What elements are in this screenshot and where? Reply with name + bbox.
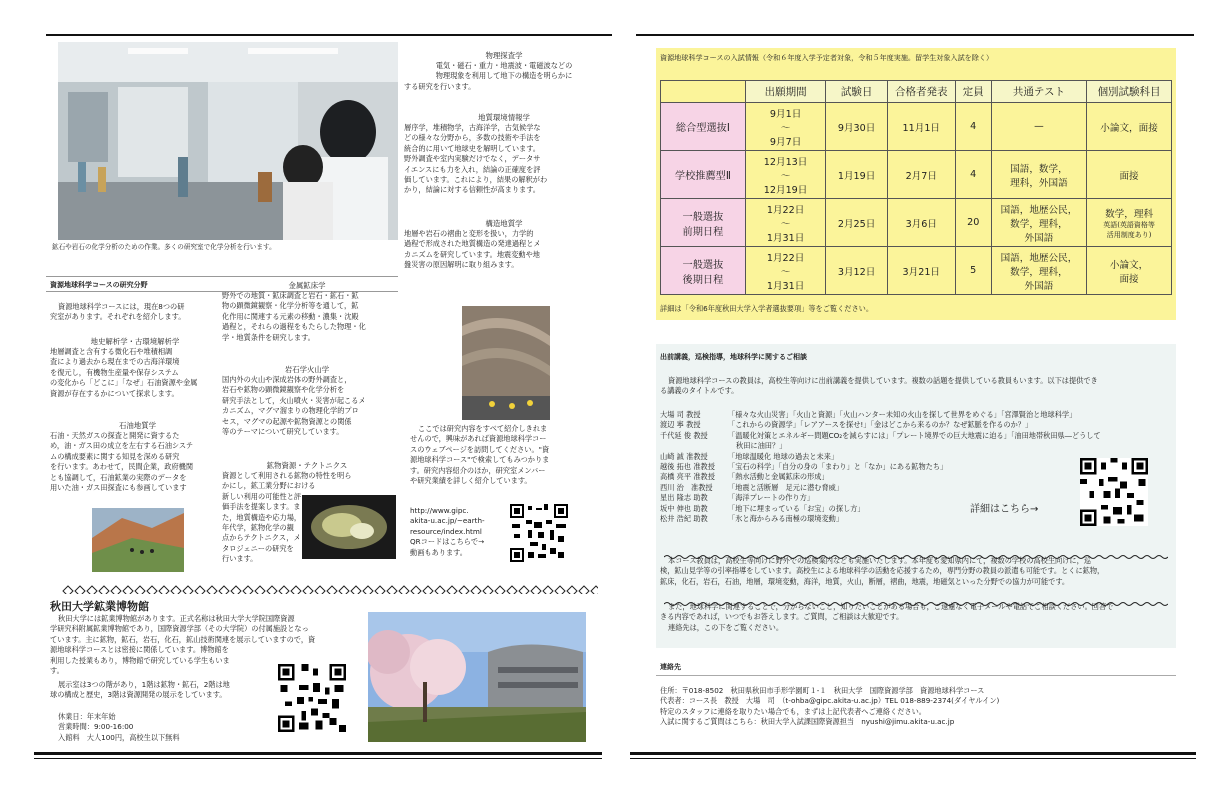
lectures-title: 出前講義，巡検指導，地球科学に関するご相談 [660, 353, 807, 361]
header-exam: 試験日 [826, 81, 887, 103]
left-bottom-rule-2 [34, 758, 602, 759]
row-exam: 3月12日 [826, 247, 887, 295]
paleo-title: 地史解析学・古環境解析学 [90, 337, 180, 346]
admission-table [660, 80, 1172, 295]
row-exam: 1月19日 [826, 151, 887, 199]
metal-block: 金属鉱床学 野外での地質・鉱床調査と岩石・鉱石・鉱 物の顕微鏡観察・化学分析等を通して，鉱 化作用に関連する元素の移動・濃集・沈殿 過程と，それらの過程をもたらした物理・化 学・地質条件を研究します。 [222, 280, 392, 343]
row-result: 2月7日 [887, 151, 955, 199]
lectures-intro: 資源地球科学コースの教員は，高校生等向けに出前講義を提供しています。複数の話題を提供している教員もいます。以下は提供でき る講義のタイトルです。 [660, 376, 1098, 396]
row-period: 12月13日 ～ 12月19日 [745, 151, 826, 199]
row-name: 学校推薦型Ⅱ [661, 151, 746, 199]
table-row [661, 103, 1172, 151]
contact-text: 住所：〒018-8502 秋田県秋田市手形学園町１-１ 秋田大学 国際資源学部 資源地球科学コース 代表者：コース長 教授 大場 司 （t-ohba@gipc.akita-u.ac.jp）TEL 018-889-2374(ダイヤルイン) 特定のスタッフに連絡を取りたい場合でも，まずは上記代表者へご連絡ください。 入試に関するご質問はこちら：秋田大学入試課国際資源担当 nyushi@jimu.akita-u.ac.jp [660, 686, 1000, 727]
geophysics-block [404, 50, 604, 92]
row-name: 一般選抜 前期日程 [661, 199, 746, 247]
lecturer-name: 坂中 伸也 助教 [660, 503, 708, 513]
lecturer-name: 大場 司 教授 [660, 410, 701, 419]
row-capacity: 20 [955, 199, 991, 247]
lecturer-name: 高橋 亮平 准教授 [660, 472, 715, 482]
table-row [661, 247, 1172, 295]
header-blank [661, 81, 746, 103]
row-period: 1月22日 ～ 1月31日 [745, 199, 826, 247]
table-row [661, 199, 1172, 247]
list-item [660, 431, 1172, 441]
lecture-topic: 「地下に埋まっている「お宝」の探し方」 [728, 503, 865, 513]
left-bottom-rule-1 [34, 752, 602, 755]
lecture-topic: 「海洋プレートの作り方」 [728, 493, 814, 503]
wave-divider-2 [664, 592, 1168, 598]
consult-text: また，地球科学に関連することで，分からないこと，知りたいことがある場合も，ご遠慮なく電子メールや電話でご相談ください。回答で きる内容であれば，いつでもお答えします。ご質問，ご相談は大歓迎です。 連絡先は，この下をご覧ください。 [660, 602, 1114, 632]
row-individual: 小論文，面接 [1087, 103, 1172, 151]
lecture-topic: 「氷と海からみる南極の環境変動」 [728, 514, 844, 524]
lecturer-name: 星出 隆志 助教 [660, 493, 708, 503]
museum-photo [368, 612, 586, 742]
row-period: 1月22日 ～ 1月31日 [745, 247, 826, 295]
research-intro: 資源地球科学コースには，現在8つの研 究室があります。それぞれを紹介します。 [50, 302, 186, 322]
row-exam: 9月30日 [826, 103, 887, 151]
lecture-topic: 「地震と活断層 足元に潜む脅威」 [728, 482, 844, 492]
lecture-topic: 「宝石の科学」「自分の身の「まわり」と「なか」にある鉱物たち」 [728, 462, 948, 472]
header-individual: 個別試験科目 [1087, 81, 1172, 103]
row-name: 一般選抜 後期日程 [661, 247, 746, 295]
research-section-rule-top [46, 276, 398, 277]
right-top-rule [636, 34, 1194, 36]
wave-divider-1 [664, 545, 1168, 551]
research-section-title: 資源地球科学コースの研究分野 [50, 281, 148, 289]
museum-hours: 休業日：年末年始 営業時間：9:00-16:00 入館料 大人100円，高校生以下無料 [58, 712, 180, 742]
geophysics-title: 物理探査学 [485, 51, 523, 60]
outcrop-photo [92, 508, 184, 572]
museum-title: 秋田大学鉱業博物館 [50, 600, 149, 613]
lecturer-name: 西川 治 准教授 [660, 482, 713, 492]
row-result: 3月6日 [887, 199, 955, 247]
lecturer-name: 越後 拓也 准教授 [660, 462, 715, 472]
admission-header-row [661, 81, 1172, 103]
petroleum-title: 石油地質学 [119, 421, 156, 430]
structural-title: 構造地質学 [485, 219, 523, 228]
museum-floors: 展示室は3つの階があり，1階は鉱物・鉱石，2階は地 球の構成と歴史，3階は資源開発の展示をしています。 [50, 680, 230, 700]
row-common: 国語，地歴公民， 数学，理科， 外国語 [991, 247, 1086, 295]
contact-rule [656, 675, 1176, 676]
row-result: 11月1日 [887, 103, 955, 151]
lecture-topic: 秋田に油田？」 [736, 441, 787, 451]
row-name: 総合型選抜Ⅰ [661, 103, 746, 151]
petroleum-block: 石油地質学 石油・天然ガスの探査と開発に資するた め，油・ガス田の成立を左右する石油システ ムの構成要素に関する知見を深める研究 を行います。あわせて，民間企業，政府機関 とも協調して，石油鉱業の実際のデータを 用いた油・ガス田探査にも参画しています [50, 420, 225, 493]
course-url[interactable]: http://www.gipc. akita-u.ac.jp/~earth- resource/index.html QRコードはこちらで→ 動画もあります。 [410, 506, 485, 557]
lecturer-name [660, 441, 728, 451]
row-individual: 面接 [1087, 151, 1172, 199]
photo-caption: 鉱石や岩石の化学分析のための作業。多くの研究室で化学分析を行います。 [52, 243, 276, 251]
row-result: 3月21日 [887, 247, 955, 295]
course-qr-code[interactable] [510, 504, 568, 562]
field-guide-text: 本コース教員は，高校生等向けに野外での巡検案内なども実施いたします。本年度も愛知県内にて，複数の学校の高校生向けに，巡 検，鉱山見学等の引率指導をしています。高校生による地球科学の活動を応援するため，専門分野の教員の派遣も可能です。とくに鉱物， 鉱床，化石，岩石，石油，地層，環境変動，海洋，地質，火山，断層，褶曲，地震，地磁気といった分野での協力が可能です。 [660, 556, 1105, 586]
fold-photo [462, 306, 550, 420]
lecturer-name: 山崎 誠 准教授 [660, 451, 708, 461]
geoinfo-title: 地質環境情報学 [478, 113, 530, 122]
metal-title: 金属鉱床学 [288, 281, 326, 290]
lecture-topic: 「熱水活動と金属鉱床の形成」 [728, 472, 829, 482]
paleo-block: 地史解析学・古環境解析学 地層調査と含有する微化石や堆積相調 査により過去から現在までの古海洋環境 を復元し，有機物生産量や保存システム の変化から「どこに」「なぜ」石油資源や金属 資源が存在するかについて探求します。 [50, 336, 220, 399]
header-capacity: 定員 [955, 81, 991, 103]
left-top-rule [46, 34, 612, 36]
row-individual: 数学，理科 英語(英語資格等 活用制度あり) [1087, 199, 1172, 247]
row-capacity: 4 [955, 103, 991, 151]
detail-link[interactable]: 詳細はこちら→ [970, 504, 1039, 515]
geoinfo-block [404, 112, 604, 196]
table-row [661, 151, 1172, 199]
contact-title: 連絡先 [660, 663, 681, 671]
mineral-block: 鉱物資源・テクトニクス 資源として利用される鉱物の特性を明ら かにし，鉱工業分野における 新しい利用の可能性と評 価手法を提案します。ま た，地質構造や応力場， 年代学，鉱物化学の観 点からテクトニクス，メ タロジェニーの研究を 行います。 [222, 460, 392, 565]
row-common: 国語，地歴公民， 数学，理科， 外国語 [991, 199, 1086, 247]
lecture-topic: 「温暖化対策とエネルギー問題CO₂を減らすには」「プレート境界での巨大地震に迫る」「油田地帯秋田県―どうして [728, 430, 1101, 440]
lecture-topic: 「地球温暖化 地球の過去と未来」 [728, 451, 839, 461]
diamond-divider [62, 582, 598, 594]
row-common: — [991, 103, 1086, 151]
list-item [660, 410, 1172, 420]
lecture-qr-code[interactable] [1080, 458, 1148, 526]
lecture-topic: 「これからの資源学」「レアアースを探せ!」「金はどこから来るのか？なぜ鉱脈を作るのか？」 [728, 420, 1033, 430]
admission-title: 資源地球科学コースの入試情報（令和６年度入学予定者対象，令和５年度実施。留学生対象入試を除く） [660, 53, 994, 62]
row-common: 国語，数学， 理科，外国語 [991, 151, 1086, 199]
museum-qr-code[interactable] [278, 664, 346, 732]
structural-block [404, 218, 604, 271]
row-capacity: 5 [955, 247, 991, 295]
museum-text: 秋田大学には鉱業博物館があります。正式名称は秋田大学大学院国際資源 学研究科附属鉱業博物館であり，国際資源学部（その大学院）の付属施設となっ ています。主に鉱物，鉱石，岩石，化石，鉱山技術関連を展示していますので，資 源地球科学コースとは密接に関係しています。博物館を 利用した授業もあり，博物館で研究している学生もいま す。 [50, 614, 316, 676]
research-more-text: ここでは研究内容をすべて紹介しきれま せんので，興味があれば資源地球科学コー スのウェブページを訪問してください。"資 源地球科学コース"で検索してもみつかりま す。研究内容紹介のほか，研究室メンバー や研究業績を詳しく紹介しています。 [410, 424, 550, 486]
right-bottom-rule-2 [630, 758, 1196, 759]
lecturer-name: 渡辺 寧 教授 [660, 420, 701, 430]
list-item [660, 441, 1172, 451]
right-bottom-rule-1 [630, 752, 1196, 755]
row-capacity: 4 [955, 151, 991, 199]
header-result: 合格者発表 [887, 81, 955, 103]
lab-photo [58, 42, 398, 240]
lecture-topic: 「様々な火山災害」「火山と資源」「火山ハンター未知の火山を探して世界をめぐる」「宮澤賢治と地球科学」 [728, 410, 1077, 419]
lecturer-name: 千代延 俊 教授 [660, 430, 708, 440]
geophysics-text: 電気・磁石・重力・地震波・電磁波などの 物理現象を利用して地下の構造を明らかに する研究を行います。 [404, 61, 573, 91]
geoinfo-text: 層序学，堆積物学，古海洋学，古気候学な どの様々な分野から，多数の技術や手法を 統合的に用いて地球史を解明しています。 野外調査や室内実験だけでなく，データサ イエンスにも力を入れ，結論の正確度を評 価しています。これにより，結果の解釈がわ かり，結論に対する信頼性が高まります。 [404, 123, 548, 195]
structural-text: 地層や岩石の褶曲と変形を扱い，力学的 過程で形成された地質構造の発達過程とメ カニズムを研究しています。地震変動や地 盤災害の原因解明に取り組みます。 [404, 229, 541, 270]
row-period: 9月1日 ～ 9月7日 [745, 103, 826, 151]
volcano-title: 岩石学火山学 [284, 365, 330, 374]
header-common-test: 共通テスト [991, 81, 1086, 103]
lecturer-name: 松井 浩紀 助教 [660, 514, 708, 524]
header-period: 出願期間 [745, 81, 826, 103]
mineral-photo [302, 495, 396, 559]
row-exam: 2月25日 [826, 199, 887, 247]
admission-note: 詳細は「令和6年度秋田大学入学者選抜要項」等をご覧ください。 [660, 304, 874, 313]
row-individual: 小論文， 面接 [1087, 247, 1172, 295]
mineral-title: 鉱物資源・テクトニクス [266, 461, 348, 470]
list-item [660, 420, 1172, 430]
volcano-block: 岩石学火山学 国内外の火山や深成岩体の野外調査と， 岩石や鉱物の顕微鏡観察や化学分析を 研究手法として，火山噴火・災害が起こるメ カニズム，マグマ溜まりの物理化学的プロ セス，マグマの起源や鉱物資源との関係 等のテーマについて研究しています。 [222, 364, 392, 437]
